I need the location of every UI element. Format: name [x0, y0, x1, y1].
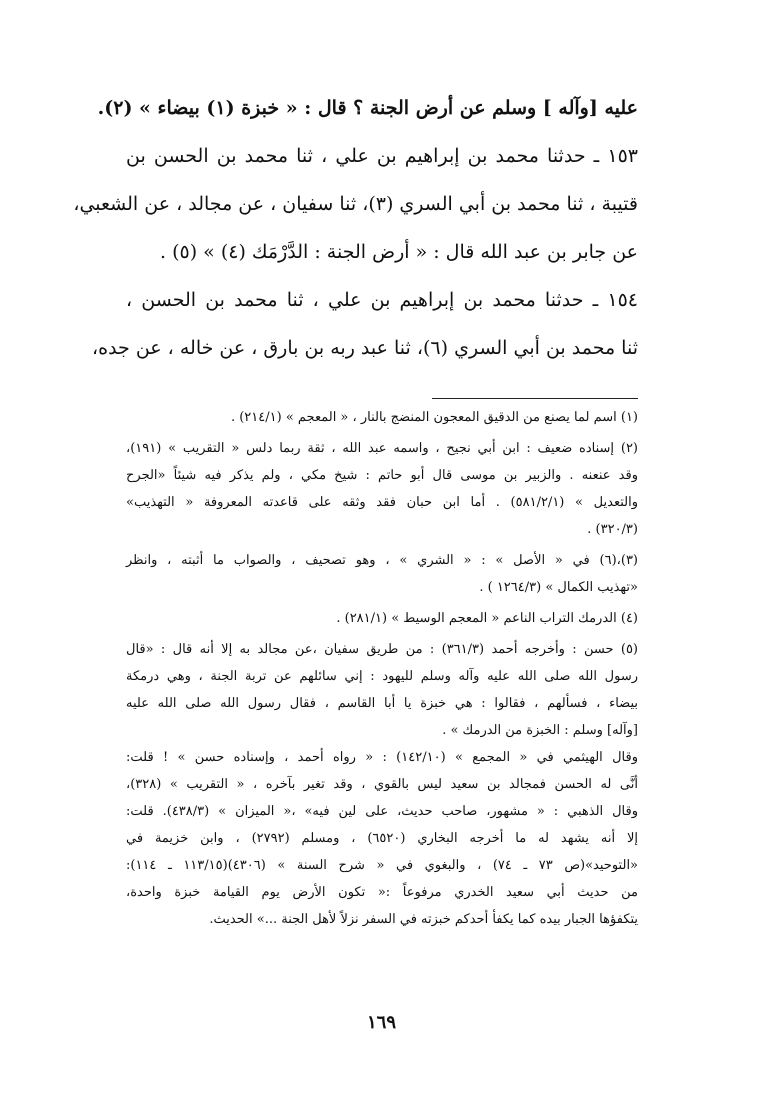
footnote-line: (٤) الدرمك التراب الناعم « المعجم الوسيط » (٢٨١/١) . [336, 611, 638, 626]
main-line-4: عن جابر بن عبد الله قال : « أرض الجنة : الدَّرْمَك (٤) » (٥) . [160, 241, 638, 263]
footnote-line: «تهذيب الكمال » (١٢٦٤/٣ ) . [479, 580, 638, 595]
footnote-line: (٣٢٠/٣) . [587, 522, 638, 537]
main-line-2: ١٥٣ ـ حدثنا محمد بن إبراهيم بن علي ، ثنا محمد بن الحسن بن [126, 145, 638, 167]
footnote-2 [126, 435, 638, 543]
main-line-5: ١٥٤ ـ حدثنا محمد بن إبراهيم بن علي ، ثنا محمد بن الحسن ، [126, 289, 638, 311]
footnote-line: من حديث أبي سعيد الخدري مرفوعاً :« تكون الأرض يوم القيامة خبزة واحدة، [126, 885, 638, 900]
footnote-line: (٣)،(٦) في « الأصل » : « الشري » ، وهو تصحيف ، والصواب ما أثبته ، وانظر [126, 553, 638, 568]
footnote-line: إلا أنه يشهد له ما أخرجه البخاري (٦٥٢٠) ، ومسلم (٢٧٩٢) ، وابن خزيمة في [126, 831, 638, 846]
main-line-3: قتيبة ، ثنا محمد بن أبي السري (٣)، ثنا سفيان ، عن مجالد ، عن الشعبي، [73, 193, 638, 215]
main-text [73, 84, 638, 372]
footnote-line: يتكفؤها الجبار بيده كما يكفأ أحدكم خبزته في السفر نزلاً لأهل الجنة ...» الحديث. [209, 912, 638, 927]
main-line-1: عليه [وآله ] وسلم عن أرض الجنة ؟ قال : « خبزة (١) بيضاء » (٢). [97, 97, 638, 119]
footnote-line: «التوحيد»(ص ٧٣ ـ ٧٤) ، والبغوي في « شرح السنة » (٤٣٠٦)(١١٣/١٥ ـ ١١٤): [126, 858, 639, 873]
footnote-line: (٥) حسن : وأخرجه أحمد (٣٦١/٣) : من طريق سفيان ،عن مجالد به إلا أنه قال : «قال [126, 642, 638, 657]
footnote-line: (٢) إسناده ضعيف : ابن أبي نجيح ، واسمه عبد الله ، ثقة ربما دلس « التقريب » (١٩١)، [126, 441, 638, 456]
footnote-line: رسول الله صلى الله عليه وآله وسلم لليهود : إني سائلهم عن تربة الجنة ، وهي درمكة [126, 669, 638, 684]
footnote-line: وقال الذهبي : « مشهور، صاحب حديث، على لين فيه» ،« الميزان » (٤٣٨/٣). قلت: [126, 804, 639, 819]
footnotes [126, 404, 638, 937]
footnote-3-6 [126, 547, 638, 601]
footnote-line: بيضاء ، فسألهم ، فقالوا : هي خبزة يا أبا القاسم ، فقال رسول الله صلى الله عليه [126, 696, 638, 711]
footnote-line: [وآله] وسلم : الخبزة من الدرمك » . [442, 723, 638, 738]
footnote-line: وقد عنعنه . والزبير بن موسى قال أبو حاتم : شيخ مكي ، ولم يذكر فيه شيئاً «الجرح [126, 468, 638, 483]
footnote-line: (١) اسم لما يصنع من الدقيق المعجون المنضج بالنار ، « المعجم » (٢١٤/١) . [230, 410, 638, 425]
footnote-line: وقال الهيثمي في « المجمع » (١٤٢/١٠) : « رواه أحمد ، وإسناده حسن » ! قلت: [126, 750, 638, 765]
footnote-1 [126, 404, 638, 431]
footnote-4 [126, 605, 638, 632]
main-line-6: ثنا محمد بن أبي السري (٦)، ثنا عبد ربه بن بارق ، عن خاله ، عن جده، [92, 337, 638, 359]
page-number: ١٦٩ [366, 1012, 396, 1033]
footnote-5 [126, 636, 638, 933]
footnote-line: والتعديل » (٥٨١/٢/١) . أما ابن حبان فقد وثقه على قاعدته المعروفة « التهذيب» [126, 495, 638, 510]
footnote-separator [432, 398, 638, 399]
footnote-line: أنَّى له الحسن فمجالد بن سعيد ليس بالقوي ، وقد تغير بآخره ، « التقريب » (٣٢٨)، [126, 777, 638, 792]
